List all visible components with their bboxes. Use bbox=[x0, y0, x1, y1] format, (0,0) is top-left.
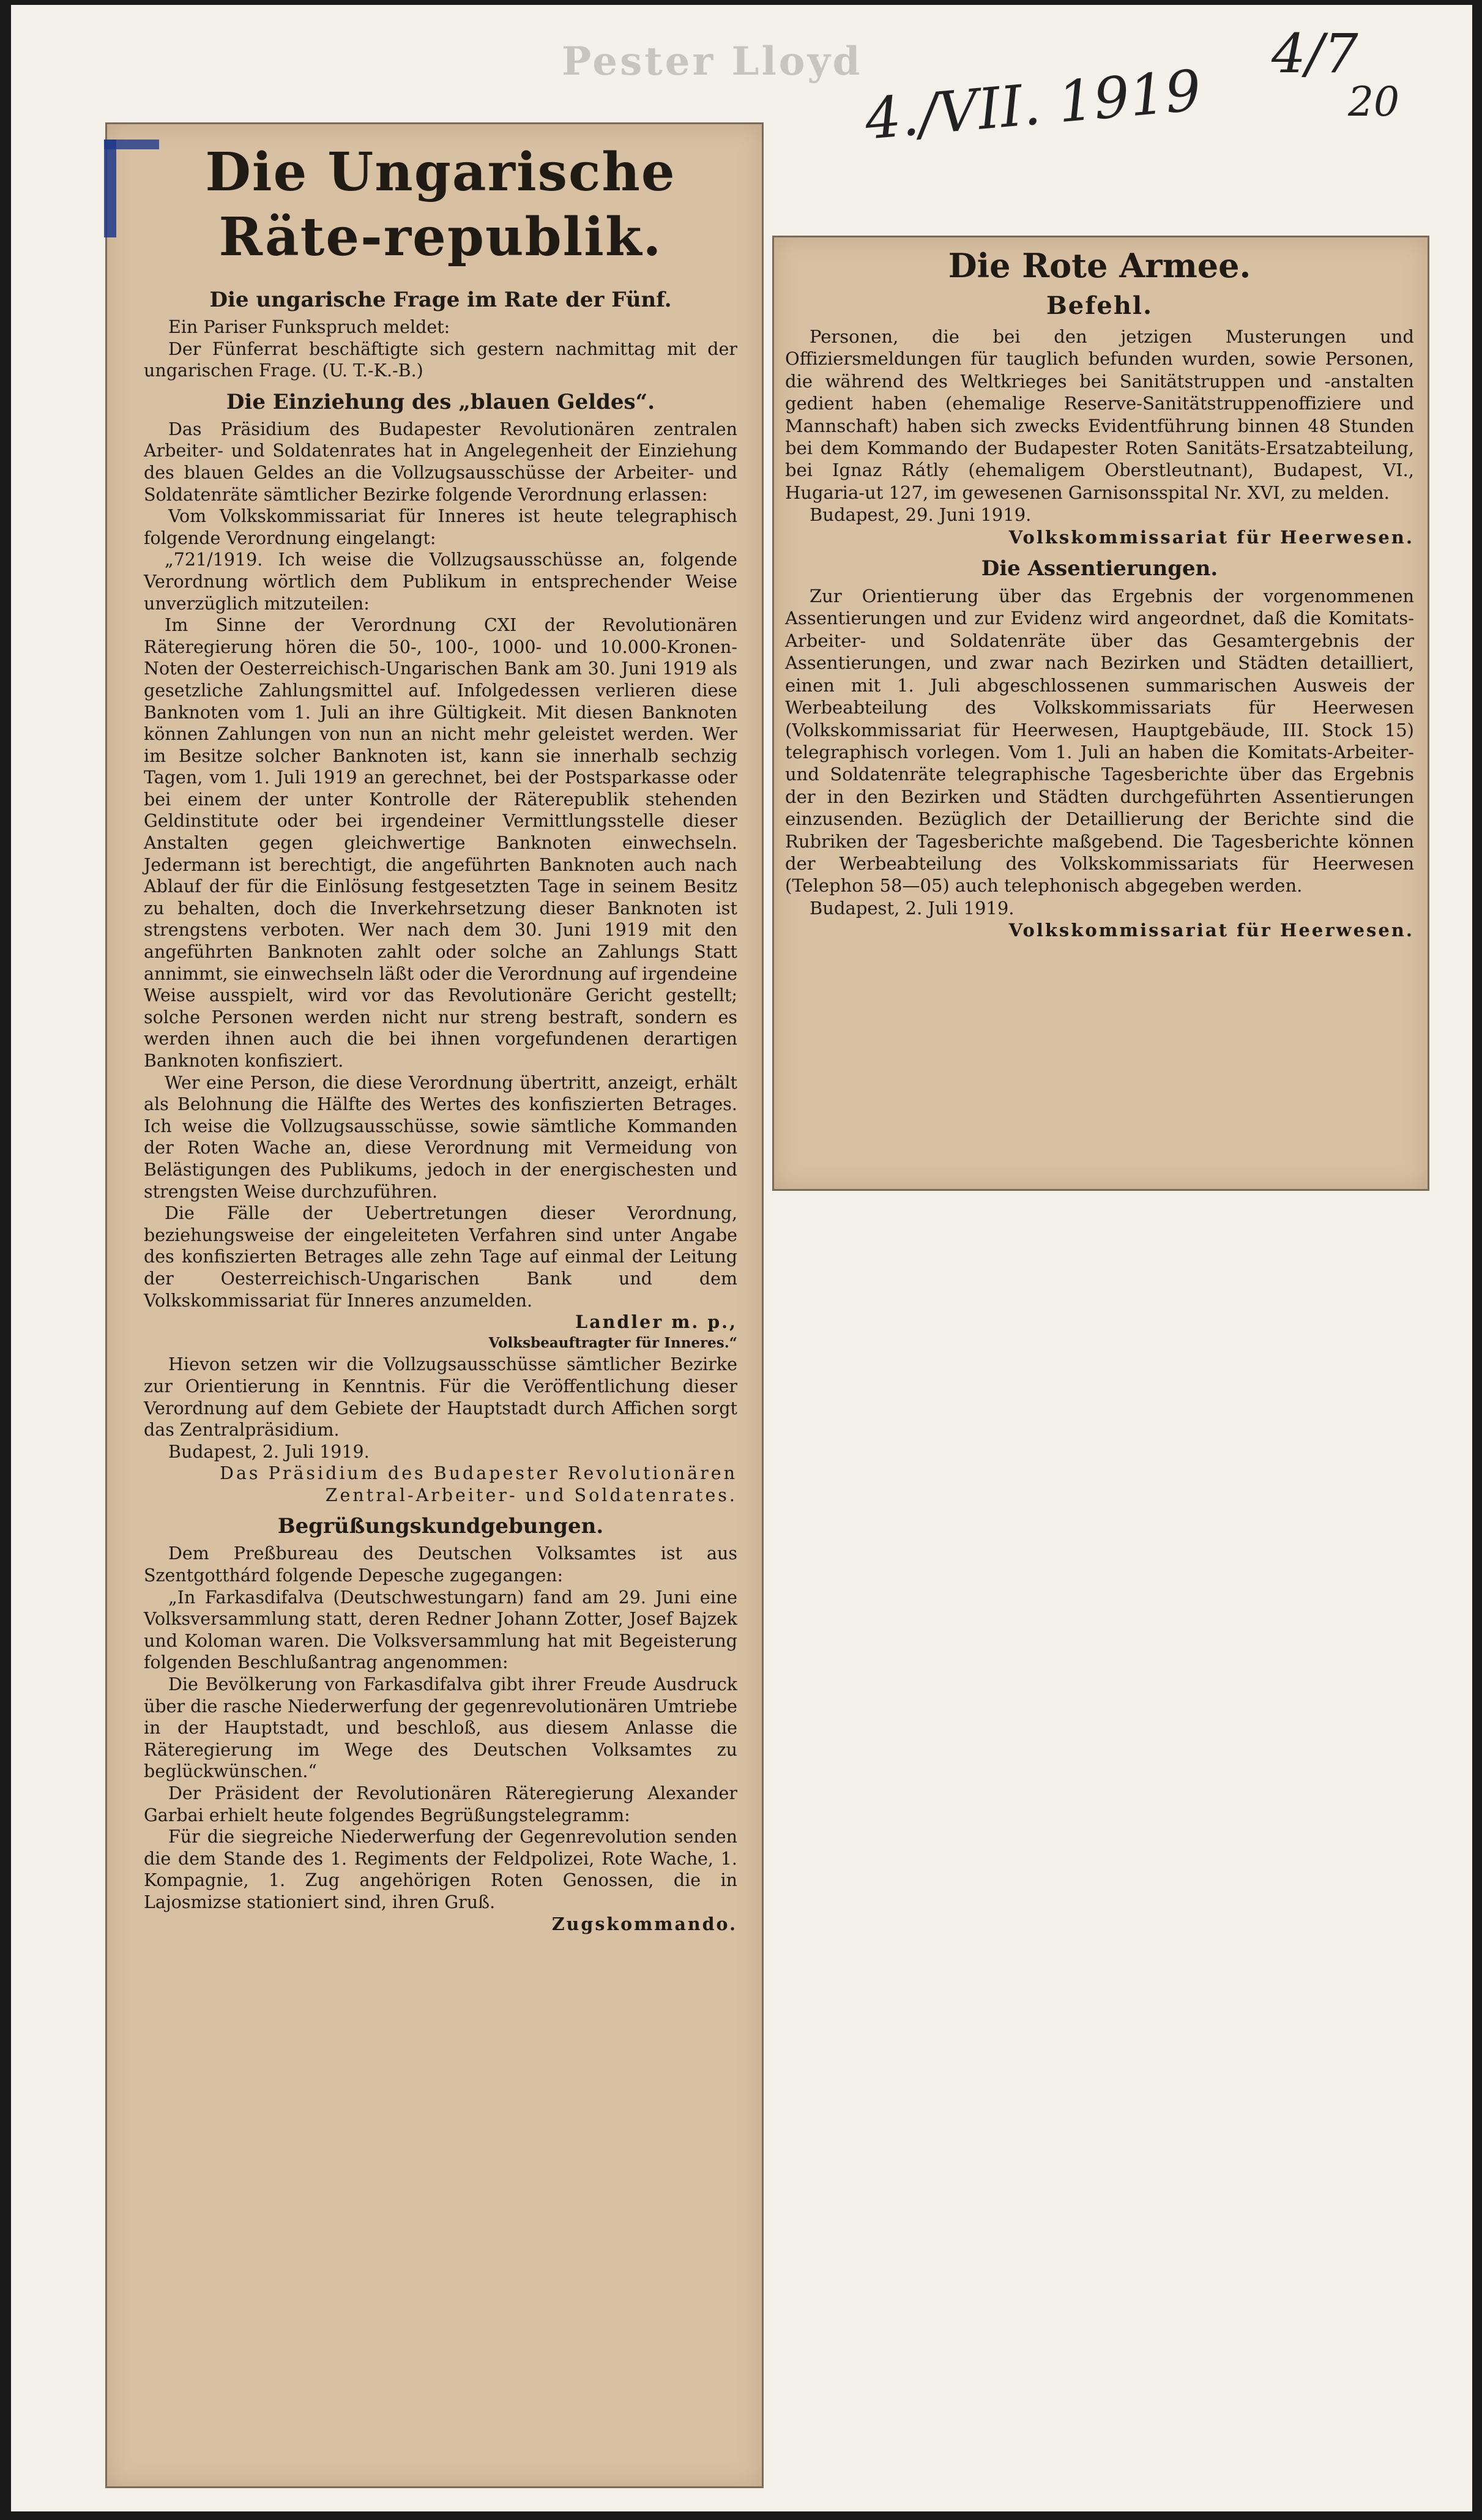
paragraph: Hievon setzen wir die Vollzugsausschüsse sämtlicher Bezirke zur Orientierung in Kenntnis. Für die Veröffentlichung dieser Verordnung auf dem Gebiete der Hauptstadt durch Affichen sorgt das Zentralpräsidium. bbox=[144, 1354, 737, 1441]
clipping-main-title: Die Ungarische Räte-republik. bbox=[205, 141, 676, 268]
section-heading-blue-money: Die Einziehung des „blauen Geldes“. bbox=[226, 389, 655, 414]
blue-pencil-mark bbox=[104, 140, 159, 149]
paragraph: Der Präsident der Revolutionären Räteregierung Alexander Garbai erhielt heute folgendes Begrüßungstelegramm: bbox=[144, 1783, 737, 1825]
handwritten-date: 4./VII. 1919 bbox=[862, 58, 1204, 152]
signature-landler: Landler m. p., bbox=[575, 1311, 737, 1333]
dateline: Budapest, 2. Juli 1919. bbox=[810, 897, 1015, 919]
quoted-paragraph: Die Fälle der Uebertretungen dieser Verordnung, beziehungsweise der eingeleiteten Verfahren sind unter Angabe des konfiszierten Betrages alle zehn Tage auf einmal der Leitung der Oesterreichisch-Ungarischen Bank und dem Volkskommissariat für Inneres anzumelden. bbox=[144, 1203, 737, 1311]
paragraph: Für die siegreiche Niederwerfung der Gegenrevolution senden die dem Stande des 1. Regiments der Feldpolizei, Rote Wache, 1. Kompagnie, 1. Zug angehörigen Roten Genossen, die in Lajosmizse stationiert sind, ihren Gruß. bbox=[144, 1827, 737, 1912]
signature-zugskommando: Zugskommando. bbox=[551, 1913, 737, 1934]
paragraph: Die Bevölkerung von Farkasdifalva gibt ihrer Freude Ausdruck über die rasche Niederwerfung der gegenrevolutionären Umtriebe in der Hauptstadt, und beschloß, aus diesem Anlasse die Räteregierung im Wege des Deutschen Volksamtes zu beglückwünschen.“ bbox=[144, 1674, 737, 1782]
paragraph: Ein Pariser Funkspruch meldet: bbox=[168, 317, 450, 337]
subtitle-order: Befehl. bbox=[1046, 291, 1153, 320]
paragraph: Der Fünferrat beschäftigte sich gestern nachmittag mit der ungarischen Frage. (U. T.-K.-B.) bbox=[144, 338, 737, 381]
paragraph: „In Farkasdifalva (Deutschwestungarn) fand am 29. Juni eine Volksversammlung statt, deren Redner Johann Zotter, Josef Bajzek und Koloman waren. Die Volksversammlung hat mit Begeisterung folgenden Beschlußantrag angenommen: bbox=[144, 1587, 737, 1673]
handwritten-page-number: 20 bbox=[1348, 78, 1399, 125]
handwritten-corner-note: 4/7 bbox=[1272, 22, 1358, 85]
blue-pencil-mark bbox=[104, 140, 116, 237]
paragraph: Vom Volkskommissariat für Inneres ist heute telegraphisch folgende Verordnung eingelangt: bbox=[144, 506, 737, 548]
signature-war-commissariat: Volkskommissariat für Heerwesen. bbox=[1008, 920, 1414, 941]
section-heading-greetings: Begrüßungskundgebungen. bbox=[277, 1514, 604, 1539]
left-newspaper-clipping bbox=[105, 122, 764, 2488]
section-heading-council-of-five: Die ungarische Frage im Rate der Fünf. bbox=[209, 288, 672, 312]
right-newspaper-clipping bbox=[772, 236, 1429, 1191]
signature-presidium: Das Präsidium des Budapester Revolutionären Zentral-Arbeiter- und Soldatenrates. bbox=[220, 1463, 737, 1505]
newspaper-masthead-stamp: Pester Lloyd bbox=[562, 39, 863, 84]
signature-war-commissariat: Volkskommissariat für Heerwesen. bbox=[1008, 526, 1414, 548]
section-heading-assentierungen: Die Assentierungen. bbox=[981, 556, 1218, 581]
paragraph: Zur Orientierung über das Ergebnis der vorgenommenen Assentierungen und zur Evidenz wird angeordnet, daß die Komitats-Arbeiter- und Soldatenräte über das Gesamtergebnis der Assentierungen, und zwar nach Bezirken und Städten detailliert, einen mit 1. Juli abgeschlossenen summarischen Ausweis der Werbeabteilung des Volkskommissariats für Heerwesen (Volkskommissariat für Heerwesen, Hauptgebäude, III. Stock 15) telegraphisch vorlegen. Vom 1. Juli an haben die Komitats-Arbeiter- und Soldatenräte telegraphische Tagesberichte über das Ergebnis der in den Bezirken und Städten durchgeführten Assentierungen einzusenden. Bezüglich der Detaillierung der Berichte sind die Rubriken der Tagesberichte maßgebend. Die Tagesberichte können der Werbeabteilung des Volkskommissariats für Heerwesen (Telephon 58—05) auch telephonisch abgegeben werden. bbox=[785, 586, 1414, 897]
signature-title: Volksbeauftragter für Inneres.“ bbox=[488, 1334, 737, 1351]
dateline: Budapest, 29. Juni 1919. bbox=[810, 504, 1032, 526]
quoted-paragraph: Wer eine Person, die diese Verordnung übertritt, anzeigt, erhält als Belohnung die Hälfte des Wertes des konfiszierten Betrages. Ich weise die Vollzugsausschüsse, sowie sämtliche Kommanden der Roten Wache an, diese Verordnung mit Vermeidung von Belästigungen des Publikums, jedoch in der energischesten und strengsten Weise durchzuführen. bbox=[144, 1072, 737, 1202]
dateline: Budapest, 2. Juli 1919. bbox=[168, 1441, 370, 1462]
quoted-paragraph: Im Sinne der Verordnung CXI der Revolutionären Räteregierung hören die 50-, 100-, 1000- und 10.000-Kronen-Noten der Oesterreichisch-Ungarischen Bank am 30. Juni 1919 als gesetzliche Zahlungsmittel auf. Infolgedessen verlieren diese Banknoten vom 1. Juli an ihre Gültigkeit. Mit diesen Banknoten können Zahlungen von nun an nicht mehr geleistet werden. Wer im Besitze solcher Banknoten ist, kann sie innerhalb sechzig Tagen, vom 1. Juli 1919 an gerechnet, bei der Postsparkasse oder bei einem der unter Kontrolle der Räterepublik stehenden Geldinstitute oder bei irgendeiner Vermittlungsstelle dieser Anstalten gegen gleichwertige Banknoten einwechseln. Jedermann ist berechtigt, die angeführten Banknoten auch nach Ablauf der für die Einlösung festgesetzten Tage in seinem Besitz zu behalten, doch die Inverkehrsetzung dieser Banknoten ist strengstens verboten. Wer nach dem 30. Juni 1919 mit den angeführten Banknoten zahlt oder solche an Zahlungs Statt annimmt, sie einwechseln läßt oder die Verordnung auf irgendeine Weise ausspielt, wird vor das Revolutionäre Gericht gestellt; solche Personen werden nicht nur streng bestraft, sondern es werden ihnen auch die bei ihnen vorgefundenen derartigen Banknoten konfisziert. bbox=[144, 615, 737, 1071]
paragraph: Das Präsidium des Budapester Revolutionären zentralen Arbeiter- und Soldatenrates hat in Angelegenheit der Einziehung des blauen Geldes an die Vollzugsausschüsse der Arbeiter- und Soldatenräte sämtlicher Bezirke folgende Verordnung erlassen: bbox=[144, 419, 737, 505]
clipping-title-red-army: Die Rote Armee. bbox=[948, 246, 1251, 285]
quoted-paragraph: „721/1919. Ich weise die Vollzugsausschüsse an, folgende Verordnung wörtlich dem Publikum in entsprechender Weise unverzüglich mitzuteilen: bbox=[144, 550, 737, 614]
paragraph: Personen, die bei den jetzigen Musterungen und Offiziersmeldungen für tauglich befunden wurden, sowie Personen, die während des Weltkrieges bei Sanitätstruppen und -anstalten gedient haben (ehemalige Reserve-Sanitätstruppenoffiziere und Mannschaft) haben sich zwecks Evidentführung binnen 48 Stunden bei dem Kommando der Budapester Roten Sanitäts-Ersatzabteilung, bei Ignaz Rátly (ehemaligem Oberstleutnant), Budapest, VI., Hugaria-ut 127, im gewesenen Garnisonsspital Nr. XVI, zu melden. bbox=[785, 326, 1414, 503]
paragraph: Dem Preßbureau des Deutschen Volksamtes ist aus Szentgotthárd folgende Depesche zugegangen: bbox=[144, 1543, 737, 1586]
